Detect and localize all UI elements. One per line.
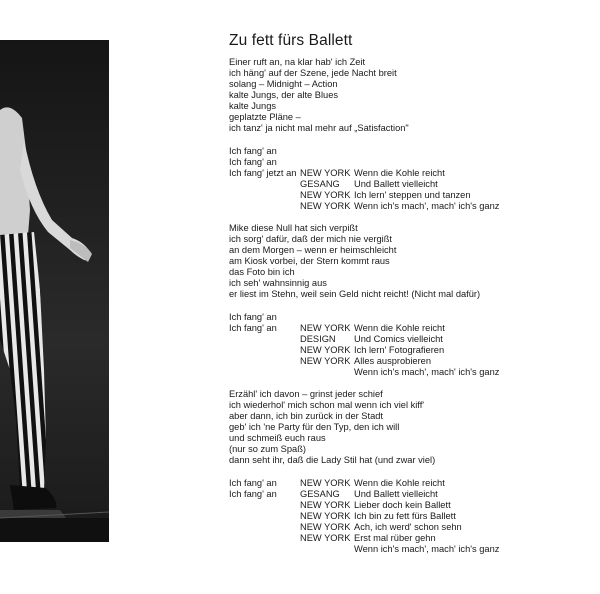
performer-photo — [0, 40, 109, 542]
lyric-response: Wenn ich's mach', mach' ich's ganz — [354, 200, 500, 211]
lyric-text: Einer ruft an, na klar hab' ich Zeit — [229, 57, 366, 67]
lyric-stanza — [229, 312, 589, 378]
lyric-keyword: NEW YORK — [300, 200, 351, 211]
lyric-line — [229, 511, 589, 522]
lyric-keyword: NEW YORK — [300, 344, 351, 355]
lyric-text: ich wiederhol' mich schon mal wenn ich viel kiff' — [229, 400, 425, 410]
lyric-text: aber dann, ich bin zurück in der Stadt — [229, 411, 384, 421]
lyric-keyword: NEW YORK — [300, 167, 351, 178]
lyric-response: Und Ballett vielleicht — [354, 178, 438, 189]
lyric-text: dann seht ihr, daß die Lady Stil hat (und zwar viel) — [229, 455, 436, 465]
lyric-line — [229, 112, 589, 123]
lyric-response: Wenn ich's mach', mach' ich's ganz — [354, 366, 500, 377]
lyric-keyword: DESIGN — [300, 333, 336, 344]
lyric-line — [229, 168, 589, 179]
lyric-text: Mike diese Null hat sich verpißt — [229, 223, 358, 233]
lyric-text: Erzähl' ich davon – grinst jeder schief — [229, 389, 383, 399]
lyric-line — [229, 223, 589, 234]
lyric-keyword: NEW YORK — [300, 510, 351, 521]
lyric-line — [229, 267, 589, 278]
lyric-response: Alles ausprobieren — [354, 355, 432, 366]
lyric-line — [229, 500, 589, 511]
lyric-line — [229, 444, 589, 455]
lyric-keyword: NEW YORK — [300, 499, 351, 510]
lyric-line — [229, 533, 589, 544]
lyric-keyword: GESANG — [300, 488, 340, 499]
lyric-line — [229, 367, 589, 378]
lyric-response: Wenn die Kohle reicht — [354, 477, 445, 488]
lyric-stanza — [229, 57, 589, 134]
lyric-keyword: NEW YORK — [300, 521, 351, 532]
lyric-line — [229, 356, 589, 367]
lyric-line — [229, 57, 589, 68]
lyric-keyword: NEW YORK — [300, 532, 351, 543]
lyric-keyword: NEW YORK — [300, 477, 351, 488]
lyric-line — [229, 345, 589, 356]
lyric-text: geb' ich 'ne Party für den Typ, den ich will — [229, 422, 400, 432]
lyric-line — [229, 79, 589, 90]
lyric-line — [229, 157, 589, 168]
lyric-response: Ach, ich werd' schon sehn — [354, 521, 462, 532]
lyric-stanza — [229, 146, 589, 212]
lyric-response: Ich bin zu fett fürs Ballett — [354, 510, 456, 521]
lyric-line — [229, 389, 589, 400]
lyric-keyword: NEW YORK — [300, 322, 351, 333]
lyric-line — [229, 146, 589, 157]
lyric-line — [229, 90, 589, 101]
lyric-stanza — [229, 478, 589, 555]
lyric-line — [229, 256, 589, 267]
lyric-text: geplatzte Pläne – — [229, 112, 301, 122]
lyric-line — [229, 179, 589, 190]
lyric-line — [229, 101, 589, 112]
lyric-text: er liest im Stehn, weil sein Geld nicht reicht! (Nicht mal dafür) — [229, 289, 481, 299]
lyric-response: Erst mal rüber gehn — [354, 532, 436, 543]
lyric-line — [229, 278, 589, 289]
lyric-text: Ich fang' an — [229, 145, 277, 156]
lyric-response: Und Ballett vielleicht — [354, 488, 438, 499]
lyric-line — [229, 289, 589, 300]
lyric-line — [229, 190, 589, 201]
song-title: Zu fett fürs Ballett — [229, 32, 353, 49]
lyric-line — [229, 433, 589, 444]
lyric-text: und schmeiß euch raus — [229, 433, 326, 443]
lyric-line — [229, 334, 589, 345]
lyric-line — [229, 123, 589, 134]
lyric-text: Ich fang' an — [229, 156, 277, 167]
lyrics-body — [229, 57, 589, 566]
lyric-text: Ich fang' an — [229, 488, 277, 499]
lyric-stanza — [229, 223, 589, 300]
lyric-line — [229, 245, 589, 256]
lyric-keyword: NEW YORK — [300, 189, 351, 200]
lyric-text: ich häng' auf der Szene, jede Nacht breit — [229, 68, 397, 78]
lyric-line — [229, 522, 589, 533]
lyric-response: Wenn die Kohle reicht — [354, 167, 445, 178]
lyric-response: Und Comics vielleicht — [354, 333, 443, 344]
lyric-text: kalte Jungs — [229, 101, 277, 111]
lyric-keyword: GESANG — [300, 178, 340, 189]
lyric-response: Ich lern' steppen und tanzen — [354, 189, 471, 200]
lyric-text: (nur so zum Spaß) — [229, 444, 306, 454]
lyric-line — [229, 68, 589, 79]
lyric-response: Lieber doch kein Ballett — [354, 499, 451, 510]
lyric-line — [229, 422, 589, 433]
lyric-line — [229, 455, 589, 466]
lyric-stanza — [229, 389, 589, 466]
lyric-text: Ich fang' jetzt an — [229, 167, 297, 178]
lyric-line — [229, 478, 589, 489]
lyric-line — [229, 201, 589, 212]
lyric-text: ich tanz' ja nicht mal mehr auf „Satisfaction" — [229, 123, 409, 133]
photo-illustration — [0, 40, 109, 542]
lyric-line — [229, 411, 589, 422]
lyric-text: am Kiosk vorbei, der Stern kommt raus — [229, 256, 390, 266]
lyric-line — [229, 489, 589, 500]
lyric-text: Ich fang' an — [229, 477, 277, 488]
lyric-line — [229, 234, 589, 245]
lyric-response: Wenn ich's mach', mach' ich's ganz — [354, 543, 500, 554]
lyric-response: Ich lern' Fotografieren — [354, 344, 445, 355]
lyric-line — [229, 312, 589, 323]
lyric-response: Wenn die Kohle reicht — [354, 322, 445, 333]
lyric-text: Ich fang' an — [229, 322, 277, 333]
lyric-text: Ich fang' an — [229, 311, 277, 322]
lyric-text: ich seh' wahnsinnig aus — [229, 278, 327, 288]
lyric-text: an dem Morgen – wenn er heimschleicht — [229, 245, 397, 255]
lyric-line — [229, 323, 589, 334]
lyric-text: ich sorg' dafür, daß der mich nie vergißt — [229, 234, 392, 244]
lyric-line — [229, 400, 589, 411]
lyric-text: kalte Jungs, der alte Blues — [229, 90, 339, 100]
lyric-text: solang – Midnight – Action — [229, 79, 338, 89]
lyric-keyword: NEW YORK — [300, 355, 351, 366]
lyric-text: das Foto bin ich — [229, 267, 295, 277]
lyric-line — [229, 544, 589, 555]
